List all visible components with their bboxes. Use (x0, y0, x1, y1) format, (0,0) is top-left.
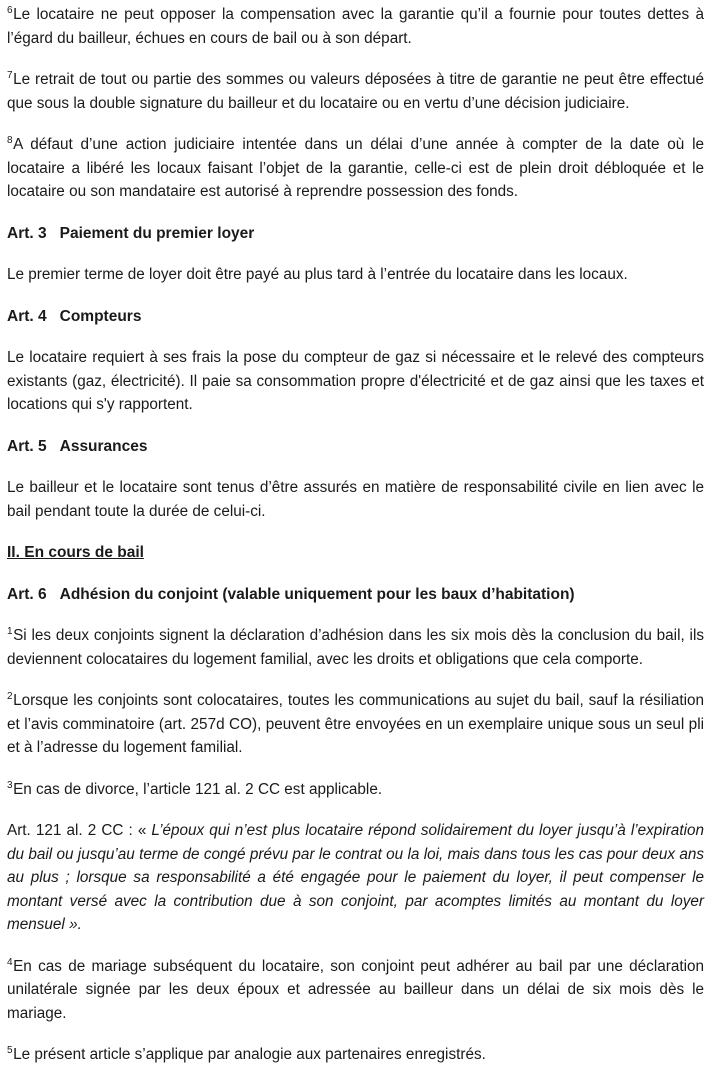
article-number: Art. 4 (7, 307, 47, 325)
footnote-number-8: 8 (7, 134, 14, 146)
paragraph-article-4 (7, 346, 704, 417)
footnote-number-1: 1 (7, 625, 14, 637)
section-heading-en-cours-de-bail: II. En cours de bail (7, 544, 144, 561)
paragraph-clause-8 (7, 133, 704, 204)
quote-prefix: Art. 121 al. 2 CC : « (7, 822, 152, 839)
article-number: Art. 6 (7, 585, 47, 603)
paragraph-clause-3 (7, 778, 704, 802)
article-3-heading (7, 222, 704, 246)
paragraph-text: A défaut d’une action judiciaire intentée dans un délai d’une année à compter de la date où le locataire a libéré les locaux faisant l’objet de la garantie, celle-ci est de plein droit débloquée et le locataire ou son mandataire est autorisé à reprendre possession des fonds. (7, 136, 704, 200)
article-5-heading (7, 435, 704, 459)
article-title: Adhésion du conjoint (valable uniquement pour les baux d’habitation) (59, 585, 575, 603)
paragraph-clause-6 (7, 3, 704, 50)
footnote-number-4: 4 (7, 956, 14, 968)
paragraph-legal-quote (7, 819, 704, 937)
footnote-number-3: 3 (7, 779, 14, 791)
paragraph-text: Le retrait de tout ou partie des sommes ou valeurs déposées à titre de garantie ne peut être effectué que sous la double signature du bailleur et du locataire ou en vertu d’une décision judiciaire. (7, 71, 704, 112)
paragraph-text: Le bailleur et le locataire sont tenus d’être assurés en matière de responsabilité civile en lien avec le bail pendant toute la durée de celui-ci. (7, 479, 704, 520)
article-title: Assurances (59, 437, 148, 455)
paragraph-text: Le présent article s’applique par analogie aux partenaires enregistrés. (13, 1046, 486, 1063)
footnote-number-6: 6 (7, 4, 14, 16)
paragraph-clause-1 (7, 624, 704, 671)
footnote-number-7: 7 (7, 69, 14, 81)
paragraph-text: Le premier terme de loyer doit être payé au plus tard à l’entrée du locataire dans les locaux. (7, 266, 628, 283)
paragraph-article-3 (7, 263, 704, 287)
article-title: Compteurs (59, 307, 142, 325)
article-number: Art. 3 (7, 224, 47, 242)
paragraph-text: Si les deux conjoints signent la déclaration d’adhésion dans les six mois dès la conclusion du bail, ils deviennent colocataires du logement familial, avec les droits et obligations que cela comporte. (7, 627, 704, 668)
paragraph-clause-4 (7, 955, 704, 1026)
article-6-heading (7, 583, 704, 607)
paragraph-clause-2 (7, 689, 704, 760)
paragraph-article-5 (7, 476, 704, 523)
paragraph-clause-7 (7, 68, 704, 115)
article-title: Paiement du premier loyer (59, 224, 255, 242)
footnote-number-2: 2 (7, 690, 14, 702)
paragraph-text: Lorsque les conjoints sont colocataires, toutes les communications au sujet du bail, sauf la résiliation et l’avis comminatoire (art. 257d CO), peuvent être envoyées en un exemplaire unique sous un seul pli et à l’adresse du logement familial. (7, 692, 704, 756)
quote-suffix: ». (64, 916, 82, 933)
paragraph-text: Le locataire ne peut opposer la compensation avec la garantie qu’il a fournie pour toutes dettes à l’égard du bailleur, échues en cours de bail ou à son départ. (7, 6, 704, 47)
footnote-number-5: 5 (7, 1044, 14, 1056)
article-4-heading (7, 305, 704, 329)
paragraph-text: Le locataire requiert à ses frais la pose du compteur de gaz si nécessaire et le relevé des compteurs existants (gaz, électricité). Il paie sa consommation propre d'électricité et de gaz ainsi que les taxes et locations qui s'y rapportent. (7, 349, 704, 413)
quote-text: L’époux qui n’est plus locataire répond solidairement du loyer jusqu’à l’expiration du bail ou jusqu’au terme de congé prévu par le contrat ou la loi, mais dans tous les cas pour deux ans au plus ; lorsque sa responsabilité a été engagée pour le paiement du loyer, il peut compenser le montant versé avec la contribution due à son conjoint, par acomptes limités au montant du loyer mensuel (7, 822, 704, 933)
paragraph-text: En cas de mariage subséquent du locataire, son conjoint peut adhérer au bail par une déclaration unilatérale signée par les deux époux et adressée au bailleur dans un délai de six mois dès le mariage. (7, 957, 704, 1022)
article-number: Art. 5 (7, 437, 47, 455)
paragraph-text: En cas de divorce, l’article 121 al. 2 CC est applicable. (13, 780, 383, 798)
paragraph-clause-5 (7, 1043, 704, 1067)
